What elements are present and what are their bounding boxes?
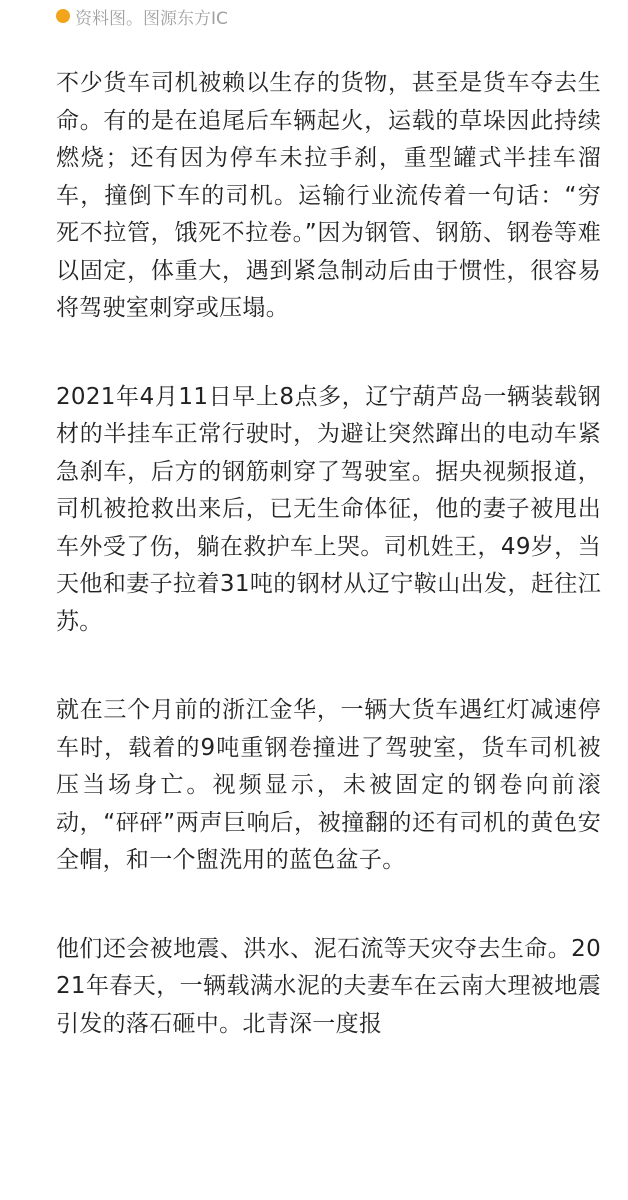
article-paragraph-3: 就在三个月前的浙江金华，一辆大货车遇红灯减速停车时，载着的9吨重钢卷撞进了驾驶室，货车司机被压当场身亡。视频显示，未被固定的钢卷向前滚动，“砰砰”两声巨响后，被撞翻的还有司机的黄色安全帽，和一个盥洗用的蓝色盆子。	[56, 697, 601, 873]
article-paragraph-1: 不少货车司机被赖以生存的货物，甚至是货车夺去生命。有的是在追尾后车辆起火，运载的草垛因此持续燃烧；还有因为停车未拉手刹，重型罐式半挂车溜车，撞倒下车的司机。运输行业流传着一句话：“穷死不拉管，饿死不拉卷。”因为钢管、钢筋、钢卷等难以固定，体重大，遇到紧急制动后由于惯性，很容易将驾驶室刺穿或压塌。	[56, 70, 601, 321]
image-caption	[56, 2, 228, 30]
article-body	[56, 65, 601, 1094]
caption-text: 资料图。图源东方IC	[75, 8, 228, 29]
article-paragraph-4: 他们还会被地震、洪水、泥石流等天灾夺去生命。2021年春天，一辆载满水泥的夫妻车在云南大理被地震引发的落石砸中。北青深一度报	[56, 935, 601, 1037]
caption-dot-icon	[56, 9, 70, 23]
article-paragraph-2: 2021年4月11日早上8点多，辽宁葫芦岛一辆装载钢材的半挂车正常行驶时，为避让突然蹿出的电动车紧急刹车，后方的钢筋刺穿了驾驶室。据央视频报道，司机被抢救出来后，已无生命体征，他的妻子被甩出车外受了伤，躺在救护车上哭。司机姓王，49岁，当天他和妻子拉着31吨的钢材从辽宁鞍山出发，赶往江苏。	[56, 383, 601, 635]
